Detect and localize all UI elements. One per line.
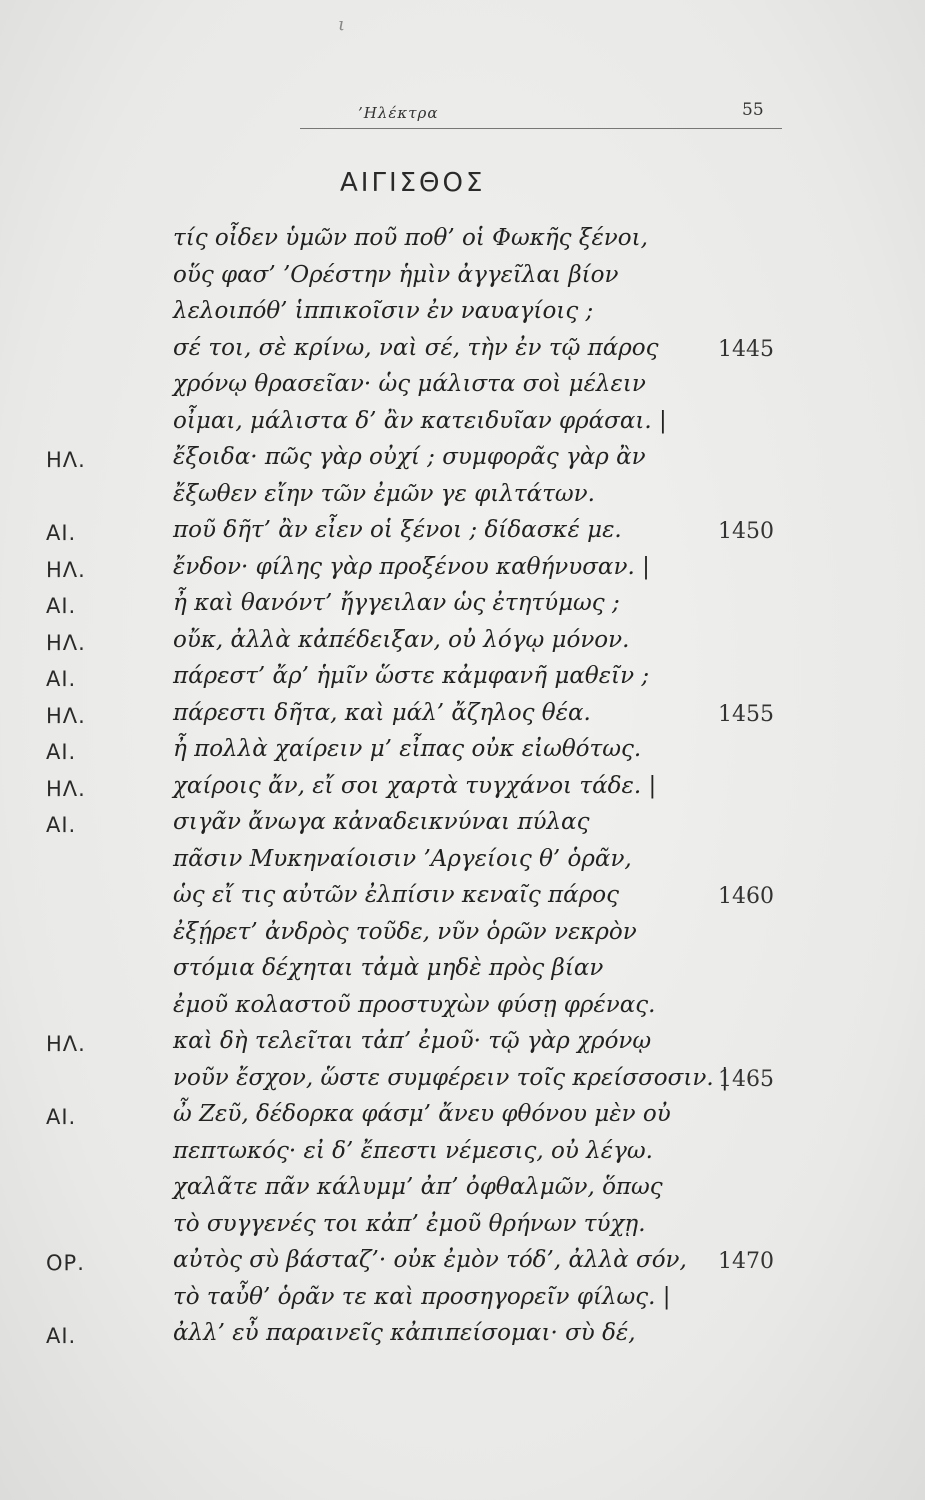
speaker-label: ΗΛ. xyxy=(46,1032,86,1056)
verse-text: ἦ πολλὰ χαίρειν μ’ εἶπας οὐκ εἰωθότως. xyxy=(173,736,642,762)
speaker-label: ΑΙ. xyxy=(46,594,77,618)
verse-text: τὸ ταὖθ’ ὁρᾶν τε καὶ προσηγορεῖν φίλως. | xyxy=(173,1283,671,1310)
verse-line xyxy=(0,225,925,262)
verse-text: καὶ δὴ τελεῖται τἀπ’ ἐμοῦ· τῷ γὰρ χρόνῳ xyxy=(173,1028,652,1054)
verse-line xyxy=(0,408,925,445)
verse-text: οἶμαι, μάλιστα δ’ ἂν κατειδυῖαν φράσαι. | xyxy=(173,407,667,434)
verse-line xyxy=(0,481,925,518)
speaker-label: ΑΙ. xyxy=(46,740,77,764)
verse-line xyxy=(0,335,925,372)
speaker-label: ΑΙ. xyxy=(46,813,77,837)
verse-line xyxy=(0,882,925,919)
speaker-label: ΑΙ. xyxy=(46,521,77,545)
line-number: 1470 xyxy=(718,1249,774,1274)
verse-text: νοῦν ἔσχον, ὥστε συμφέρειν τοῖς κρείσσοσιν. | xyxy=(173,1064,729,1091)
verse-block xyxy=(0,225,925,1357)
verse-text: ἔξοιδα· πῶς γὰρ οὐχί ; συμφορᾶς γὰρ ἂν xyxy=(173,444,646,470)
verse-text: χαίροις ἄν, εἴ σοι χαρτὰ τυγχάνοι τάδε. | xyxy=(173,772,657,799)
verse-line xyxy=(0,1284,925,1321)
verse-line xyxy=(0,590,925,627)
line-number: 1455 xyxy=(718,701,774,727)
verse-line xyxy=(0,444,925,481)
verse-line xyxy=(0,846,925,883)
speaker-label: ΑΙ. xyxy=(46,1324,77,1348)
verse-text: χρόνῳ θρασεῖαν· ὡς μάλιστα σοὶ μέλειν xyxy=(173,371,646,397)
verse-line xyxy=(0,262,925,299)
verse-line xyxy=(0,663,925,700)
verse-line xyxy=(0,298,925,335)
running-head: ’Ηλέκτρα xyxy=(358,104,439,122)
header-rule xyxy=(300,128,782,129)
speaker-heading: ΑΙΓΙΣΘΟΣ xyxy=(340,168,486,198)
verse-line xyxy=(0,1174,925,1211)
verse-text: ἔξωθεν εἴην τῶν ἐμῶν γε φιλτάτων. xyxy=(173,480,595,507)
verse-text: ὡς εἴ τις αὐτῶν ἐλπίσιν κεναῖς πάρος xyxy=(173,882,619,908)
verse-text: πᾶσιν Μυκηναίοισιν ’Αργείοις θ’ ὁρᾶν, xyxy=(173,845,632,872)
verse-text: οὕς φασ’ ’Ορέστην ἡμὶν ἀγγεῖλαι βίον xyxy=(173,261,619,288)
verse-line xyxy=(0,919,925,956)
verse-line xyxy=(0,700,925,737)
speaker-label: ΑΙ. xyxy=(46,667,77,691)
verse-line xyxy=(0,992,925,1029)
speaker-label: ΗΛ. xyxy=(46,630,86,655)
verse-line xyxy=(0,809,925,846)
verse-line xyxy=(0,627,925,664)
line-number: 1460 xyxy=(718,884,774,909)
verse-line xyxy=(0,1320,925,1357)
verse-text: τὸ συγγενές τοι κἀπ’ ἐμοῦ θρήνων τύχῃ. xyxy=(173,1210,646,1237)
verse-text: σιγᾶν ἄνωγα κἀναδεικνύναι πύλας xyxy=(173,809,590,835)
speaker-label: ΗΛ. xyxy=(46,448,86,472)
verse-line xyxy=(0,1211,925,1248)
speaker-label: ΑΙ. xyxy=(46,1105,77,1129)
pencil-mark: ι xyxy=(338,14,346,35)
verse-text: ἀλλ’ εὖ παραινεῖς κἀπιπείσομαι· σὺ δέ, xyxy=(173,1320,636,1346)
line-number: 1445 xyxy=(718,336,774,362)
verse-text: τίς οἶδεν ὑμῶν ποῦ ποθ’ οἱ Φωκῆς ξένοι, xyxy=(173,225,648,251)
verse-text: ἦ καὶ θανόντ’ ἤγγειλαν ὡς ἐτητύμως ; xyxy=(173,590,620,616)
speaker-label: ΗΛ. xyxy=(46,776,86,801)
line-number: 1450 xyxy=(718,519,774,544)
verse-text: λελοιπόθ’ ἱππικοῖσιν ἐν ναυαγίοις ; xyxy=(173,298,594,324)
verse-text: χαλᾶτε πᾶν κάλυμμ’ ἀπ’ ὀφθαλμῶν, ὅπως xyxy=(173,1174,663,1200)
verse-text: ποῦ δῆτ’ ἂν εἶεν οἱ ξένοι ; δίδασκέ με. xyxy=(173,517,622,543)
verse-text: ἔνδον· φίλης γὰρ προξένου καθήνυσαν. | xyxy=(173,553,650,580)
speaker-label: ΗΛ. xyxy=(46,703,86,728)
verse-line xyxy=(0,1247,925,1284)
verse-line xyxy=(0,1028,925,1065)
verse-text: σέ τοι, σὲ κρίνω, ναὶ σέ, τὴν ἐν τῷ πάρος xyxy=(173,334,659,361)
verse-text: στόμια δέχηται τἀμὰ μηδὲ πρὸς βίαν xyxy=(173,955,604,981)
line-number: 1465 xyxy=(718,1066,774,1092)
verse-line xyxy=(0,736,925,773)
verse-line xyxy=(0,1065,925,1102)
verse-line xyxy=(0,1101,925,1138)
verse-text: αὐτὸς σὺ βάσταζ’· οὐκ ἐμὸν τόδ’, ἀλλὰ σόν, xyxy=(173,1247,687,1273)
verse-text: πάρεστι δῆτα, καὶ μάλ’ ἄζηλος θέα. xyxy=(173,699,591,726)
verse-line xyxy=(0,517,925,554)
verse-line xyxy=(0,955,925,992)
verse-text: ἐμοῦ κολαστοῦ προστυχὼν φύσῃ φρένας. xyxy=(173,991,656,1018)
verse-line xyxy=(0,554,925,591)
verse-text: πάρεστ’ ἄρ’ ἡμῖν ὥστε κἀμφανῆ μαθεῖν ; xyxy=(173,663,650,689)
verse-text: πεπτωκός· εἰ δ’ ἔπεστι νέμεσις, οὐ λέγω. xyxy=(173,1137,653,1164)
verse-text: ἐξῄρετ’ ἀνδρὸς τοῦδε, νῦν ὁρῶν νεκρὸν xyxy=(173,918,637,945)
verse-line xyxy=(0,773,925,810)
verse-text: ὦ Ζεῦ, δέδορκα φάσμ’ ἄνευ φθόνου μὲν οὐ xyxy=(173,1101,671,1127)
verse-text: οὔκ, ἀλλὰ κἀπέδειξαν, οὐ λόγῳ μόνον. xyxy=(173,626,630,653)
speaker-label: ΗΛ. xyxy=(46,557,86,582)
verse-line xyxy=(0,1138,925,1175)
page-number: 55 xyxy=(742,100,764,120)
speaker-label: ΟΡ. xyxy=(46,1251,85,1275)
verse-line xyxy=(0,371,925,408)
